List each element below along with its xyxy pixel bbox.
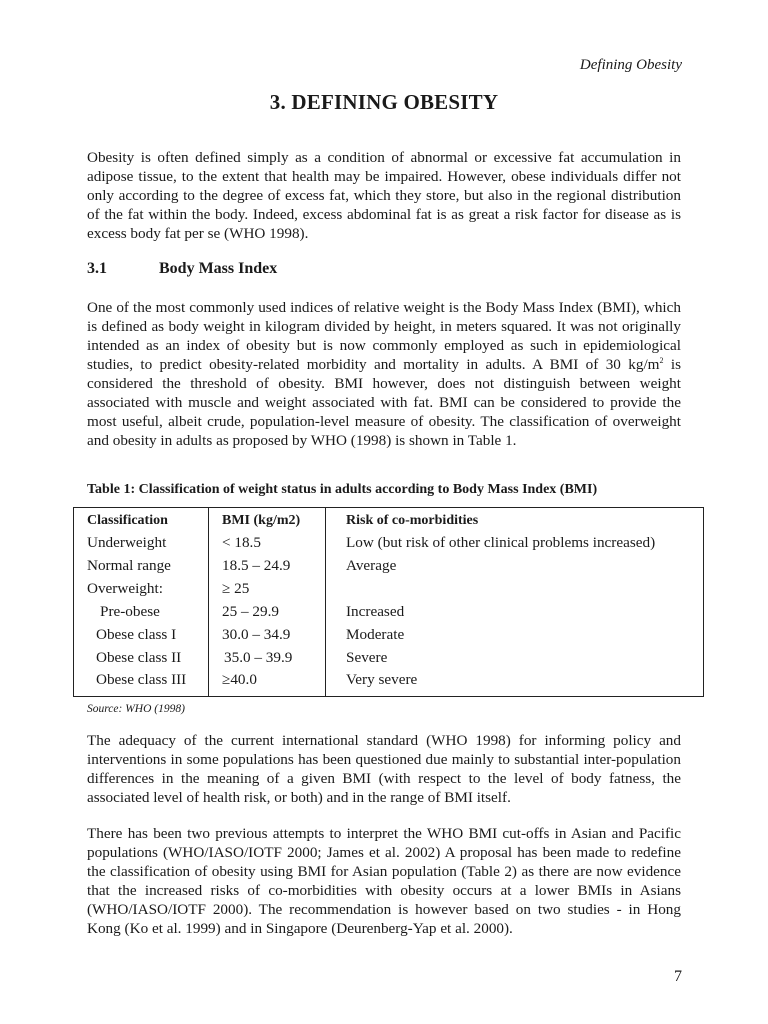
table-cell-risk: Low (but risk of other clinical problems increased) — [346, 534, 656, 551]
asian-cutoffs-paragraph: There has been two previous attempts to interpret the WHO BMI cut-offs in Asian and Pacific populations (WHO/IASO/IOTF 2000; James et al. 2002) A proposal has been made to redefine the classification of obesity using BMI for Asian population (Table 2) as there are now evidence that the increased risks of co-morbidities with obesity occurs at a lower BMIs in Asians (WHO/IASO/IOTF 2000). The recommendation is however based on two studies - in Hong Kong (Ko et al. 1999) and in Singapore (Deurenberg-Yap et al. 2000). — [87, 825, 681, 937]
section-title: Body Mass Index — [159, 260, 278, 277]
table-cell-bmi: 18.5 – 24.9 — [222, 557, 291, 574]
table-column-divider — [325, 508, 326, 696]
table-cell-classification: Normal range — [87, 557, 171, 574]
intro-paragraph: Obesity is often defined simply as a condition of abnormal or excessive fat accumulation in adipose tissue, to the extent that health may be impaired. However, obese individuals differ not only according to the degree of excess fat, which they store, but also in the regional distribution of the fat within the body. Indeed, excess abdominal fat is as great a risk factor for disease as is excess body fat per se (WHO 1998). — [87, 149, 681, 242]
section-heading — [87, 260, 277, 278]
adequacy-paragraph: The adequacy of the current international standard (WHO 1998) for informing policy and interventions in some populations has been questioned due mainly to substantial inter-population differences in the meaning of a given BMI (with respect to the level of body fatness, the associated level of health risk, or both) and in the range of BMI itself. — [87, 732, 681, 806]
bmi-paragraph — [87, 298, 681, 450]
table-cell-bmi: 35.0 – 39.9 — [224, 649, 293, 666]
table-cell-bmi: ≥40.0 — [222, 671, 257, 688]
table-cell-bmi: 25 – 29.9 — [222, 603, 279, 620]
table-cell-classification: Obese class II — [96, 649, 182, 666]
table-cell-classification: Pre-obese — [100, 603, 160, 620]
table-cell-risk: Very severe — [346, 671, 418, 688]
page-number: 7 — [674, 968, 682, 985]
bmi-paragraph-part1: One of the most commonly used indices of relative weight is the Body Mass Index (BMI), which is defined as body weight in kilogram divided by height, in meters squared. It was not originally intended as an index of obesity but is now commonly employed as such in epidemiological studies, to predict obesity-related morbidity and mortality in adults. A BMI of 30 kg/m — [87, 299, 681, 373]
table-cell-risk: Increased — [346, 603, 405, 620]
table-cell-bmi: ≥ 25 — [222, 580, 250, 597]
table-source-note: Source: WHO (1998) — [87, 703, 185, 715]
chapter-title: 3. DEFINING OBESITY — [269, 90, 499, 114]
table-caption: Table 1: Classification of weight status in adults according to Body Mass Index (BMI) — [87, 482, 598, 497]
table-cell-bmi: 30.0 – 34.9 — [222, 626, 291, 643]
table-column-divider — [208, 508, 209, 696]
table-cell-classification: Underweight — [87, 534, 167, 551]
table-cell-classification: Obese class III — [96, 671, 187, 688]
table-cell-risk: Average — [346, 557, 397, 574]
section-number: 3.1 — [87, 260, 107, 277]
running-header: Defining Obesity — [579, 57, 682, 73]
table-cell-risk: Severe — [346, 649, 388, 666]
table-header-classification: Classification — [87, 513, 168, 528]
table-header-bmi: BMI (kg/m2) — [222, 513, 301, 528]
table-cell-bmi: < 18.5 — [222, 534, 261, 551]
bmi-paragraph-part2: is considered the threshold of obesity. BMI however, does not distinguish between weight associated with muscle and weight associated with fat. BMI can be considered to provide the most useful, albeit crude, population-level measure of obesity. The classification of overweight and obesity in adults as proposed by WHO (1998) is shown in Table 1. — [87, 356, 681, 449]
table-cell-risk: Moderate — [346, 626, 405, 643]
table-cell-classification: Obese class I — [96, 626, 177, 643]
table-cell-classification: Overweight: — [87, 580, 163, 597]
squared-superscript: 2 — [659, 355, 664, 365]
table-header-risk: Risk of co-morbidities — [346, 513, 479, 528]
bmi-classification-table — [73, 507, 704, 697]
